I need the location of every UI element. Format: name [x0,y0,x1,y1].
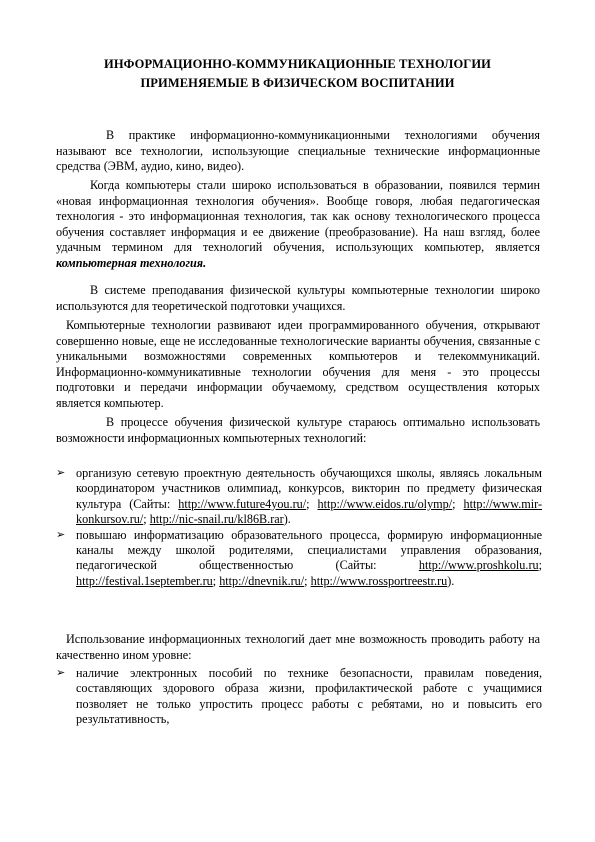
link-nic-snail[interactable]: http://nic-snail.ru/kl86B.rar [149,512,284,527]
arrow-bullet-icon: ➢ [56,667,66,679]
list-item-text: повышаю информатизацию образовательного процесса, формирую информационные каналы между школой родителями, специалистами управления образования, педагогической общественностью (Сайты: [76,527,542,573]
arrow-bullet-icon: ➢ [56,467,66,479]
emphasis-computer-technology: компьютерная технология. [56,255,207,270]
paragraph-quality-level: Использование информационных технологий дает мне возможность проводить работу на качественно ином уровне: [56,632,540,662]
list-item-network-projects: ➢ организую сетевую проектную деятельность обучающихся школы, являясь локальным координатором участников олимпиад, конкурсов, викторин по предмету физическая культура (Сайты: http://www.future4you.ru/; http://www.eidos.ru/olymp/; http://www.mir-konkursov.ru/; http://nic-snail.ru/kl86B.rar). [56,466,543,527]
page-title-line2: ПРИМЕНЯЕМЫЕ В ФИЗИЧЕСКОМ ВОСПИТАНИИ [140,76,455,90]
paragraph-pe-teaching: В системе преподавания физической культуры компьютерные технологии широко используются для теоретической подготовки учащихся. [56,283,540,313]
link-festival-1september[interactable]: http://festival.1september.ru [76,573,213,588]
list-ict-activities [56,466,542,589]
list-benefits [56,666,542,728]
list-item-text: организую сетевую проектную деятельность обучающихся школы, являясь локальным координатором участников олимпиад, конкурсов, викторин по предмету физическая культура (Сайты: [76,466,542,511]
list-item-text: наличие электронных пособий по технике безопасности, правилам поведения, составляющих здорового образа жизни, профилактической работе с учащимися позволяет не только упростить процесс работы с ребятами, но и повысить его результативность, [76,666,542,727]
link-dnevnik[interactable]: http://dnevnik.ru/ [219,573,305,588]
link-rossportreestr[interactable]: http://www.rossportreestr.ru [310,573,448,588]
list-item-end: ). [447,573,455,588]
paragraph-new-technology [56,178,540,271]
page-title-line1: ИНФОРМАЦИОННО-КОММУНИКАЦИОННЫЕ ТЕХНОЛОГИИ [104,57,491,71]
list-item-electronic-manuals [56,666,542,728]
paragraph-ict-usage: В процессе обучения физической культуре стараюсь оптимально использовать возможности информационных компьютерных технологий: [56,415,540,445]
link-future4you[interactable]: http://www.future4you.ru/ [178,496,307,511]
link-eidos-olymp[interactable]: http://www.eidos.ru/olymp/ [317,496,453,511]
list-item-end: ). [283,512,291,527]
link-proshkolu[interactable]: http://www.proshkolu.ru [418,558,539,573]
list-item-informatization: ➢ повышаю информатизацию образовательного процесса, формирую информационные каналы между школой родителями, специалистами управления образования, педагогической общественностью (Сайты: http://www.proshkolu.ru; http://festival.1september.ru; http://dnevnik.ru/; http://www.rossportreestr.ru). [56,527,542,588]
paragraph-new-technology-text: Когда компьютеры стали широко использоваться в образовании, появился термин «новая информационная технология обучения». Вообще говоря, любая педагогическая технология - это информационная технология, так как основу технологического процесса обучения составляет информация и ее движение (преобразование). На наш взгляд, более удачным термином для технологий обучения, использующих компьютер, является [56,178,540,254]
link-mir-konkursov[interactable]: http://www.mir-konkursov.ru/ [76,496,543,527]
paragraph-computer-technologies: Компьютерные технологии развивают идеи программированного обучения, открывают совершенно новые, еще не исследованные технологические варианты обучения, связанные с уникальными возможностями современных компьютеров и телекоммуникаций. Информационно-коммуникативные технологии обучения для меня - это процессы подготовки и передачи информации обучаемому, средством осуществления которых является компьютер. [56,318,540,410]
paragraph-intro: В практике информационно-коммуникационными технологиями обучения называют все технологии, использующие специальные технические информационные средства (ЭВМ, аудио, кино, видео). [56,128,540,173]
arrow-bullet-icon: ➢ [56,528,66,541]
